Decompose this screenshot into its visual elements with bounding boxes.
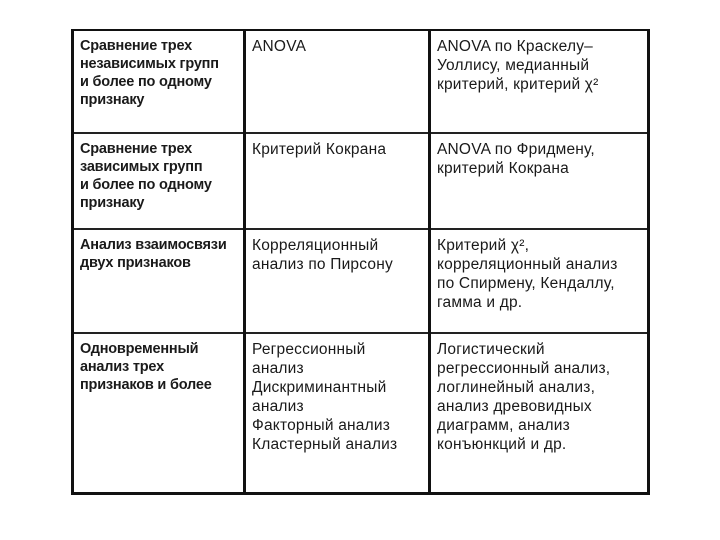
task-cell: Одновременный анализ трех признаков и более — [73, 333, 245, 493]
nonparametric-method-cell: Критерий χ², корреляционный анализ по Спирмену, Кендаллу, гамма и др. — [430, 229, 649, 333]
task-cell: Сравнение трех независимых групп и более по одному признаку — [73, 30, 245, 133]
parametric-method-cell: Корреляционный анализ по Пирсону — [245, 229, 430, 333]
nonparametric-method-cell: ANOVA по Краскелу– Уоллису, медианный критерий, критерий χ² — [430, 30, 649, 133]
task-cell: Сравнение трех зависимых групп и более по одному признаку — [73, 133, 245, 229]
parametric-method-cell: ANOVA — [245, 30, 430, 133]
table-row — [73, 229, 649, 333]
table-row — [73, 333, 649, 493]
parametric-method-cell: Критерий Кокрана — [245, 133, 430, 229]
statistical-methods-table — [71, 29, 650, 495]
task-cell: Анализ взаимосвязи двух признаков — [73, 229, 245, 333]
table-row — [73, 133, 649, 229]
table-row — [73, 30, 649, 133]
nonparametric-method-cell: Логистический регрессионный анализ, логлинейный анализ, анализ древовидных диаграмм, анализ конъюнкций и др. — [430, 333, 649, 493]
nonparametric-method-cell: ANOVA по Фридмену, критерий Кокрана — [430, 133, 649, 229]
parametric-method-cell: Регрессионный анализ Дискриминантный анализ Факторный анализ Кластерный анализ — [245, 333, 430, 493]
